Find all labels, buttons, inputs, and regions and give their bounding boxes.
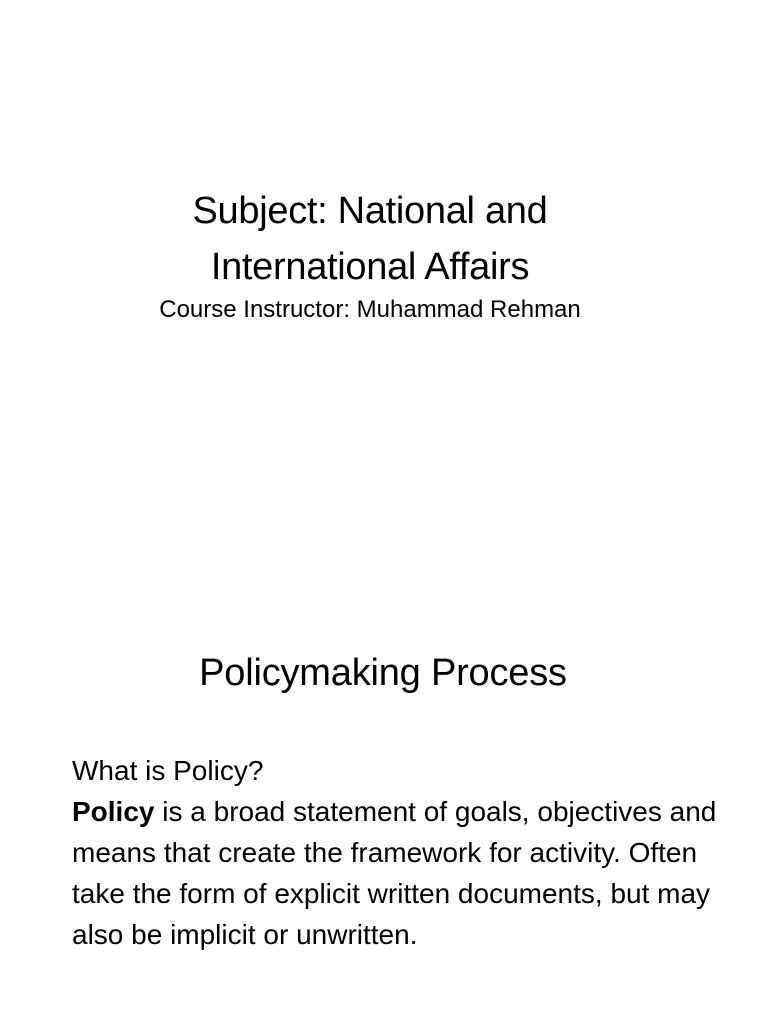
definition-term: Policy — [72, 796, 155, 827]
slide-body — [72, 750, 732, 955]
title-block — [0, 183, 740, 325]
definition-text: is a broad statement of goals, objectives and means that create the framework for activity. Often take the form of explicit written documents, but may also be implicit or unwritten. — [72, 796, 717, 950]
subject-title-line-2: International Affairs — [210, 246, 530, 288]
course-instructor: Course Instructor: Muhammad Rehman — [159, 296, 581, 323]
question-text: What is Policy? — [72, 755, 264, 786]
policy-definition — [72, 791, 732, 955]
subject-title-line-1: Subject: National and — [192, 190, 548, 232]
content-slide — [0, 600, 768, 1024]
section-title: Policymaking Process — [199, 652, 567, 694]
subject-title — [0, 183, 740, 295]
